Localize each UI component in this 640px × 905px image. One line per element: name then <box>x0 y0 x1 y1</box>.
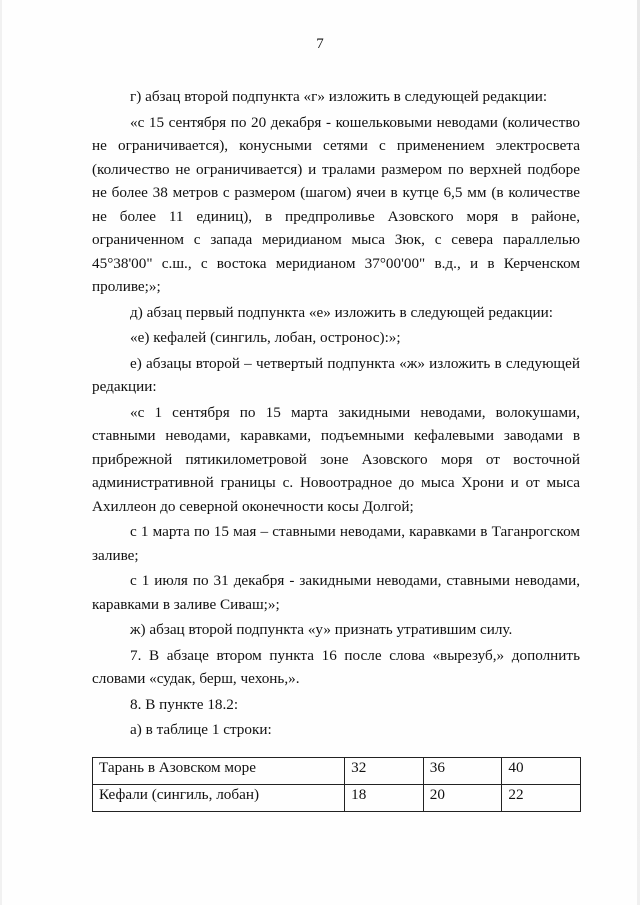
paragraph-g-heading: г) абзац второй подпункта «г» изложить в следующей редакции: <box>130 88 548 105</box>
paragraph-e-heading: е) абзацы второй – четвертый подпункта «ж» изложить в следующей редакции: <box>92 354 580 395</box>
paragraph-item-8: 8. В пункте 18.2: <box>130 695 239 713</box>
table-cell-value: 40 <box>502 758 581 785</box>
document-body <box>92 85 580 744</box>
table-row <box>93 758 581 785</box>
paragraph-d-heading: д) абзац первый подпункта «е» изложить в следующей редакции: <box>130 303 553 321</box>
paragraph-item-7: 7. В абзаце втором пункта 16 после слова «вырезуб,» дополнить словами «судак, берш, чехонь,». <box>92 646 580 687</box>
table-cell-species: Кефали (сингиль, лобан) <box>93 785 345 812</box>
paragraph-d-text: «е) кефалей (сингиль, лобан, остронос):»; <box>130 329 401 346</box>
paragraph-e-text-1: «с 1 сентября по 15 марта закидными неводами, волокушами, ставными неводами, каравками, подъемными кефалевыми заводами в прибрежной пятикилометровой зоне Азовского моря от восточной административной границы с. Новоотрадное до мыса Хрони и от мыса Ахиллеон до северной оконечности косы Долгой; <box>92 403 580 515</box>
paragraph-g-text: «с 15 сентября по 20 декабря - кошельковыми неводами (количество не ограничивается), конусными сетями с применением электросвета (количество не ограничивается) и тралами размером по верхней подборе не более 38 метров с размером (шагом) ячеи в кутце 6,5 мм (в количестве не более 11 единиц), в предпроливье Азовского моря в районе, ограниченном с запада меридианом мыса Зюк, с севера параллелью 45°38'00" с.ш., с востока меридианом 37°00'00" в.д., и в Керченском проливе;»; <box>92 113 580 295</box>
page-number: 7 <box>316 36 324 52</box>
paragraph-e-text-2: с 1 марта по 15 мая – ставными неводами, каравками в Таганрогском заливе; <box>92 523 580 564</box>
table-cell-value: 18 <box>345 785 424 812</box>
table-cell-value: 20 <box>423 785 502 812</box>
table-cell-value: 22 <box>502 785 581 812</box>
paragraph-table-intro: а) в таблице 1 строки: <box>130 721 272 738</box>
scan-edge-left <box>0 0 2 905</box>
catch-table <box>92 757 581 812</box>
table-cell-value: 32 <box>345 758 424 785</box>
table-row <box>93 785 581 812</box>
table-cell-value: 36 <box>423 758 502 785</box>
paragraph-zh: ж) абзац второй подпункта «у» признать утратившим силу. <box>130 621 513 638</box>
paragraph-e-text-3: с 1 июля по 31 декабря - закидными неводами, ставными неводами, каравками в заливе Сиваш;»; <box>92 572 580 613</box>
table-cell-species: Тарань в Азовском море <box>93 758 345 785</box>
